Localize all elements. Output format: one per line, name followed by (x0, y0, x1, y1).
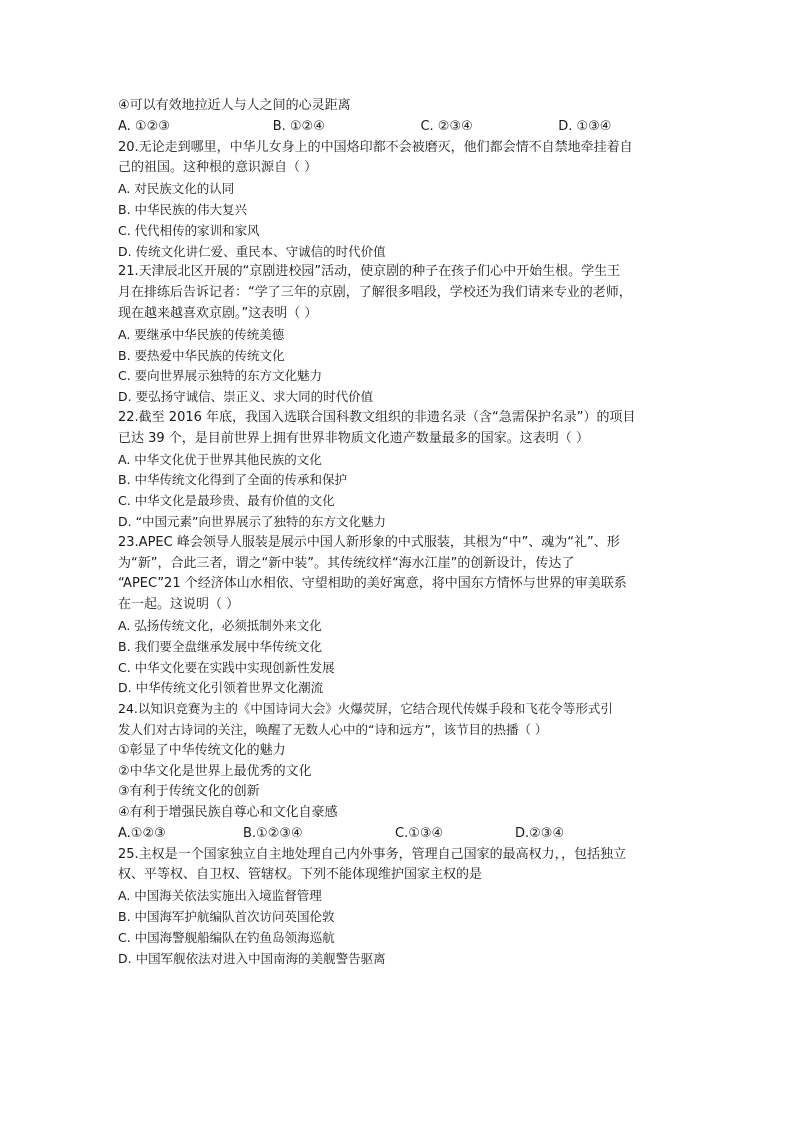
q20-option-c: C. 代代相传的家训和家风 (118, 222, 260, 238)
q22-option-b: B. 中华传统文化得到了全面的传承和保护 (118, 472, 348, 488)
q19-choice-b: B. ①②④ (272, 118, 325, 134)
q23-option-b: B. 我们要全盘继承发展中华传统文化 (118, 638, 323, 654)
q23-stem-line-2: 为“新”，合此三者，谓之“新中装”。其传统纹样“海水江崖”的创新设计，传达了 (118, 555, 575, 571)
q22-option-a: A. 中华文化优于世界其他民族的文化 (118, 451, 322, 467)
q25-stem-line-1: 25.主权是一个国家独立自主地处理自己内外事务，管理自己国家的最高权力，，包括独立 (118, 846, 627, 862)
q23-option-d: D. 中华传统文化引领着世界文化潮流 (118, 680, 324, 696)
q21-stem-line-3: 现在越来越喜欢京剧。”这表明（ ） (118, 305, 318, 321)
q25-option-c: C. 中国海警舰船编队在钓鱼岛领海巡航 (118, 929, 335, 945)
q24-item-1: ①彰显了中华传统文化的魅力 (118, 742, 286, 758)
q20-stem-line-1: 20.无论走到哪里，中华儿女身上的中国烙印都不会被磨灭，他们都会情不自禁地牵挂着自 (118, 139, 633, 155)
q19-choice-c: C. ②③④ (420, 118, 473, 134)
q20-option-d: D. 传统文化讲仁爱、重民本、守诚信的时代价值 (118, 243, 386, 259)
q24-choices (118, 824, 678, 845)
q19-item-4: ④可以有效地拉近人与人之间的心灵距离 (118, 98, 351, 113)
q24-item-3: ③有利于传统文化的创新 (118, 784, 260, 800)
q20-stem-line-2: 己的祖国。这种根的意识源自（ ） (118, 160, 318, 176)
q22-stem-line-2: 已达 39 个，是目前世界上拥有世界非物质文化遗产数量最多的国家。这表明（ ） (118, 430, 589, 446)
q21-option-c: C. 要向世界展示独特的东方文化魅力 (118, 368, 323, 384)
q24-choice-a: A.①②③ (118, 825, 166, 841)
q25-option-b: B. 中国海军护航编队首次访问英国伦敦 (118, 909, 335, 925)
q24-choice-c: C.①③④ (395, 825, 444, 841)
q19-choices (118, 117, 678, 138)
q21-option-d: D. 要弘扬守诚信、崇正义、求大同的时代价值 (118, 389, 374, 405)
q21-stem-line-2: 月在排练后告诉记者：“学了三年的京剧，了解很多唱段，学校还为我们请来专业的老师， (118, 285, 632, 301)
q23-stem-line-4: 在一起。这说明（ ） (118, 597, 240, 613)
q24-item-2: ②中华文化是世界上最优秀的文化 (118, 763, 312, 779)
q23-option-c: C. 中华文化要在实践中实现创新性发展 (118, 659, 335, 675)
q22-stem-line-1: 22.截至 2016 年底，我国入选联合国科教文组织的非遗名录（含“急需保护名录”）的项目 (118, 409, 636, 425)
q25-option-a: A. 中国海关依法实施出入境监督管理 (118, 888, 322, 904)
q24-choice-d: D.②③④ (515, 825, 565, 841)
q20-option-b: B. 中华民族的伟大复兴 (118, 201, 248, 217)
q22-option-c: C. 中华文化是最珍贵、最有价值的文化 (118, 493, 335, 509)
q19-choice-d: D. ①③④ (558, 118, 612, 134)
exam-page (118, 96, 678, 969)
q24-stem-line-1: 24.以知识竞赛为主的《中国诗词大会》火爆荧屏，它结合现代传媒手段和飞花令等形式引 (118, 701, 613, 717)
q20-option-a: A. 对民族文化的认同 (118, 181, 235, 197)
q25-option-d: D. 中国军舰依法对进入中国南海的美舰警告驱离 (118, 950, 386, 966)
q21-stem-line-1: 21.天津辰北区开展的“京剧进校园”活动，使京剧的种子在孩子们心中开始生根。学生王 (118, 264, 621, 280)
q23-option-a: A. 弘扬传统文化，必须抵制外来文化 (118, 617, 322, 633)
q23-stem-line-1: 23.APEC 峰会领导人服装是展示中国人新形象的中式服装，其根为“中”、魂为“礼”、形 (118, 534, 620, 550)
q21-option-a: A. 要继承中华民族的传统美德 (118, 326, 285, 342)
q23-stem-line-3: “APEC”21 个经济体山水相依、守望相助的美好寓意，将中国东方情怀与世界的审美联系 (118, 576, 627, 592)
q21-option-b: B. 要热爱中华民族的传统文化 (118, 347, 285, 363)
q25-stem-line-2: 权、平等权、自卫权、管辖权。下列不能体现维护国家主权的是 (118, 867, 483, 883)
q24-item-4: ④有利于增强民族自尊心和文化自豪感 (118, 805, 338, 821)
q19-choice-a: A. ①②③ (118, 118, 170, 134)
q24-stem-line-2: 发人们对古诗词的关注，唤醒了无数人心中的“诗和远方”，该节目的热播（ ） (118, 721, 548, 737)
q22-option-d: D. “中国元素”向世界展示了独特的东方文化魅力 (118, 513, 387, 529)
q24-choice-b: B.①②③④ (243, 825, 303, 841)
